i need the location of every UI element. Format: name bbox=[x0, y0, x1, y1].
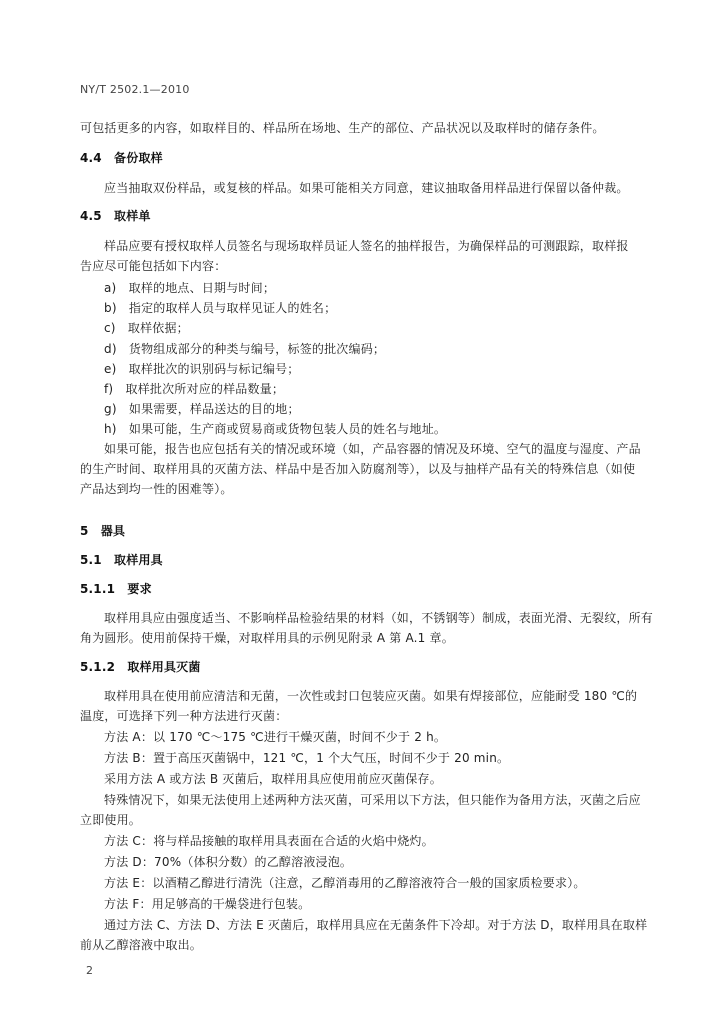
list-item-a: a) 取样的地点、日期与时间； bbox=[104, 281, 276, 295]
section-heading-5-1: 5.1 取样用具 bbox=[80, 553, 163, 567]
text-line: 如果可能，报告也应包括有关的情况或环境（如，产品容器的情况及环境、空气的温度与湿度、产品 bbox=[104, 442, 641, 456]
section-heading-4-5: 4.5 取样单 bbox=[80, 209, 151, 223]
text-line: 方法 F：用足够高的干燥袋进行包装。 bbox=[104, 897, 311, 911]
text-line: 前从乙醇溶液中取出。 bbox=[80, 938, 203, 952]
standard-code-header: NY/T 2502.1—2010 bbox=[80, 83, 190, 96]
text-line: 应当抽取双份样品，或复核的样品。如果可能相关方同意，建议抽取备用样品进行保留以备仲裁。 bbox=[104, 181, 629, 195]
text-line: 取样用具应由强度适当、不影响样品检验结果的材料（如，不锈钢等）制成，表面光滑、无裂纹，所有 bbox=[104, 611, 654, 625]
text-line: 取样用具在使用前应清洁和无菌，一次性或封口包装应灭菌。如果有焊接部位，应能耐受 180 ℃的 bbox=[104, 689, 638, 703]
list-item-d: d) 货物组成部分的种类与编号，标签的批次编码； bbox=[104, 342, 386, 356]
list-item-f: f) 取样批次所对应的样品数量； bbox=[104, 382, 285, 396]
text-line: 温度，可选择下列一种方法进行灭菌： bbox=[80, 709, 288, 723]
text-line: 告应尽可能包括如下内容： bbox=[80, 259, 227, 273]
text-line: 方法 A：以 170 ℃～175 ℃进行干燥灭菌，时间不少于 2 h。 bbox=[104, 730, 447, 744]
text-line: 方法 E：以酒精乙醇进行清洗（注意，乙醇消毒用的乙醇溶液符合一般的国家质检要求）。 bbox=[104, 876, 586, 890]
section-heading-5-1-2: 5.1.2 取样用具灭菌 bbox=[80, 660, 201, 674]
text-line: 特殊情况下，如果无法使用上述两种方法灭菌，可采用以下方法，但只能作为备用方法，灭菌之后应 bbox=[104, 793, 641, 807]
list-item-h: h) 如果可能，生产商或贸易商或货物包装人员的姓名与地址。 bbox=[104, 422, 447, 436]
list-item-c: c) 取样依据； bbox=[104, 321, 189, 335]
section-heading-5-1-1: 5.1.1 要求 bbox=[80, 582, 152, 596]
text-line: 角为圆形。使用前保持干燥，对取样用具的示例见附录 A 第 A.1 章。 bbox=[80, 631, 454, 645]
text-line: 样品应要有授权取样人员签名与现场取样员证人签名的抽样报告，为确保样品的可测跟踪，取样报 bbox=[104, 239, 629, 253]
section-heading-5: 5 器具 bbox=[80, 524, 126, 538]
text-line: 采用方法 A 或方法 B 灭菌后，取样用具应使用前应灭菌保存。 bbox=[104, 772, 442, 786]
text-line: 立即使用。 bbox=[80, 813, 142, 827]
list-item-e: e) 取样批次的识别码与标记编号； bbox=[104, 362, 300, 376]
text-line: 方法 D：70%（体积分数）的乙醇溶液浸泡。 bbox=[104, 855, 353, 869]
page-number: 2 bbox=[86, 964, 94, 977]
text-line: 方法 C：将与样品接触的取样用具表面在合适的火焰中烧灼。 bbox=[104, 834, 434, 848]
list-item-g: g) 如果需要，样品送达的目的地； bbox=[104, 402, 300, 416]
text-line: 通过方法 C、方法 D、方法 E 灭菌后，取样用具应在无菌条件下冷却。对于方法 D，取样用具在取样 bbox=[104, 918, 648, 932]
list-item-b: b) 指定的取样人员与取样见证人的姓名； bbox=[104, 301, 337, 315]
text-line: 的生产时间、取样用具的灭菌方法、样品中是否加入防腐剂等），以及与抽样产品有关的特殊信息（如使 bbox=[80, 462, 636, 476]
text-line: 可包括更多的内容，如取样目的、样品所在场地、生产的部位、产品状况以及取样时的储存条件。 bbox=[80, 121, 605, 135]
text-line: 产品达到均一性的困难等）。 bbox=[80, 482, 233, 496]
text-line: 方法 B：置于高压灭菌锅中，121 ℃，1 个大气压，时间不少于 20 min。 bbox=[104, 751, 510, 765]
section-heading-4-4: 4.4 备份取样 bbox=[80, 151, 163, 165]
